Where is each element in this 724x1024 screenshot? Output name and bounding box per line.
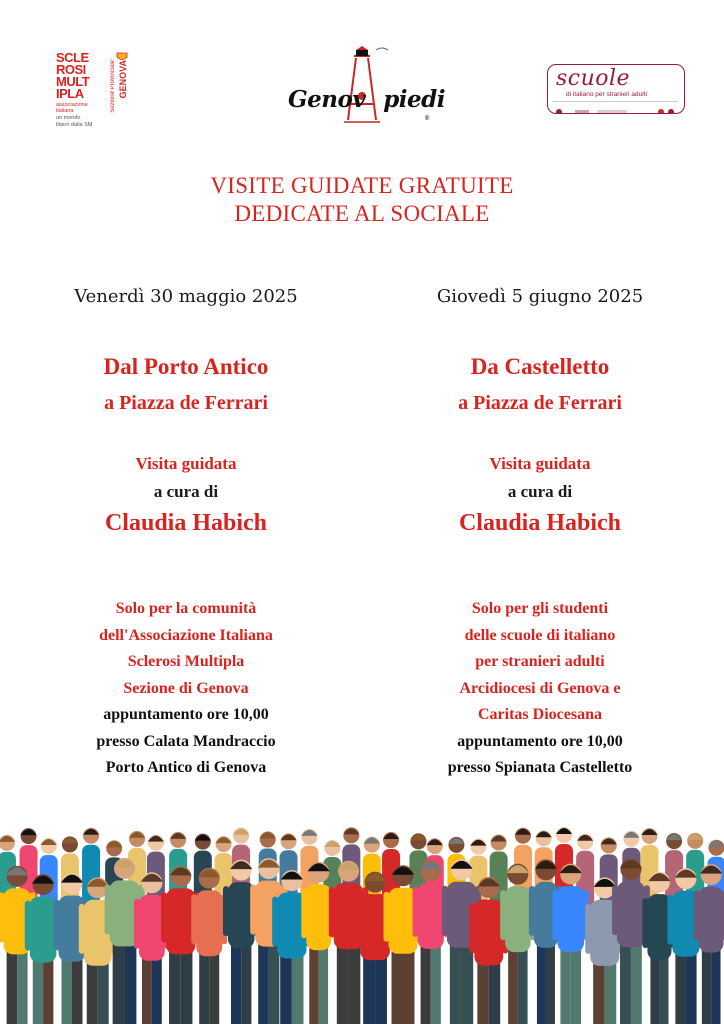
person-hair xyxy=(601,838,617,844)
person-body xyxy=(699,887,724,953)
person-hair xyxy=(577,835,593,841)
person-hair xyxy=(324,841,340,847)
person-arm xyxy=(53,900,59,950)
aism-subtitle: associazione italiana xyxy=(56,102,88,114)
scuole-logo xyxy=(547,64,685,114)
person-legs xyxy=(650,952,659,1024)
person-legs xyxy=(431,941,441,1024)
person-legs xyxy=(392,946,403,1024)
person-legs xyxy=(489,958,500,1024)
person-arm xyxy=(384,892,390,942)
aism-section-label: Sezione Provinciale xyxy=(110,60,116,113)
person-hair xyxy=(216,837,232,843)
person-arm xyxy=(667,895,673,945)
scuole-partner-icons xyxy=(553,107,678,114)
person-legs xyxy=(7,946,17,1024)
person-body xyxy=(617,881,645,947)
person-hair xyxy=(470,840,486,846)
person-hair xyxy=(623,832,639,838)
aism-crest-icon xyxy=(116,52,128,62)
svg-text:®: ® xyxy=(424,115,430,122)
person-arm xyxy=(500,890,506,940)
event-guide-name: Claudia Habich xyxy=(458,510,622,536)
person-legs xyxy=(363,952,375,1024)
person-hair xyxy=(515,829,531,835)
person-legs xyxy=(181,946,193,1024)
person-arm xyxy=(79,904,85,954)
person-legs xyxy=(87,958,98,1024)
person-body xyxy=(505,886,530,952)
person-hair xyxy=(641,829,657,835)
genovapiedi-wordmark xyxy=(288,86,445,113)
person-body xyxy=(30,897,57,963)
person-legs xyxy=(620,939,631,1024)
person-hair xyxy=(106,841,122,847)
person-body xyxy=(418,883,444,949)
person-hair xyxy=(170,833,186,839)
person-legs xyxy=(711,945,720,1024)
person-legs xyxy=(675,949,686,1024)
aism-logo-line: SCLE xyxy=(56,50,89,65)
person-legs xyxy=(169,946,181,1024)
person-legs xyxy=(375,952,387,1024)
person-hair xyxy=(233,829,249,835)
person-legs xyxy=(686,949,697,1024)
person-arm xyxy=(134,899,140,949)
headline-line-1: VISITE GUIDATE GRATUITE xyxy=(210,173,514,198)
event-route-to: a Piazza de Ferrari xyxy=(104,392,268,414)
event-visit-label: Visita guidata xyxy=(135,454,237,473)
aism-motto-1: un mondo xyxy=(56,115,81,121)
person-arm xyxy=(552,890,558,940)
person-body xyxy=(306,884,331,950)
person-legs xyxy=(560,944,570,1024)
person-arm xyxy=(161,892,167,942)
event-date: Giovedì 5 giugno 2025 xyxy=(436,286,644,307)
person-hair xyxy=(666,834,682,840)
person-hair xyxy=(301,830,317,836)
event-by-label: a cura di xyxy=(153,482,219,501)
person-arm xyxy=(642,898,648,948)
person-arm xyxy=(469,904,475,954)
audience-line: Solo per gli studenti xyxy=(471,600,609,617)
person-arm xyxy=(272,897,278,947)
person-hair xyxy=(383,833,399,839)
person-arm xyxy=(0,892,5,942)
aism-logo-line: ROSI xyxy=(56,62,86,77)
person-legs xyxy=(209,948,219,1024)
person-hair xyxy=(491,836,507,842)
person-hair xyxy=(62,837,78,843)
audience-line: Arcidiocesi di Genova e xyxy=(459,679,621,697)
aism-logo-line: MULT xyxy=(56,74,90,89)
person-arm xyxy=(301,888,307,938)
person-legs xyxy=(508,944,518,1024)
event-details xyxy=(380,596,700,782)
person-arm xyxy=(250,885,256,935)
person-body xyxy=(166,888,195,954)
person-arm xyxy=(105,884,111,934)
person-legs xyxy=(241,940,251,1024)
event-visit-label: Visita guidata xyxy=(489,454,591,473)
aism-city-label: GENOVA xyxy=(118,60,128,99)
person-legs xyxy=(702,945,711,1024)
genovapiedi-part-2: piedi xyxy=(383,86,445,113)
audience-line: per stranieri adulti xyxy=(475,653,605,670)
person-hair xyxy=(21,829,37,835)
person-hair xyxy=(687,834,703,840)
person-arm xyxy=(25,901,31,951)
meeting-line: presso Calata Mandraccio xyxy=(96,732,276,750)
person-legs xyxy=(125,938,137,1024)
meeting-line: Porto Antico di Genova xyxy=(105,759,267,776)
person-hair xyxy=(195,835,211,841)
person-hair xyxy=(260,833,276,839)
person-legs xyxy=(17,946,27,1024)
genovapiedi-part-1: Genov xyxy=(288,86,366,113)
person-arm xyxy=(612,885,618,935)
person-legs xyxy=(33,955,43,1024)
person-legs xyxy=(152,953,162,1024)
person-hair xyxy=(364,838,380,844)
person-legs xyxy=(258,939,269,1024)
person-legs xyxy=(659,952,668,1024)
person-legs xyxy=(199,948,209,1024)
person-arm xyxy=(329,887,335,937)
audience-line: Sclerosi Multipla xyxy=(127,653,245,670)
person-legs xyxy=(593,958,605,1024)
event-route-to: a Piazza de Ferrari xyxy=(458,392,622,414)
person-legs xyxy=(98,958,109,1024)
person-legs xyxy=(477,958,488,1024)
person-hair xyxy=(129,832,145,838)
person-legs xyxy=(72,954,83,1024)
person-body xyxy=(139,895,165,961)
person-body xyxy=(474,900,503,966)
person-arm xyxy=(355,898,361,948)
person-arm xyxy=(442,886,448,936)
person-legs xyxy=(546,940,555,1024)
person-hair xyxy=(343,828,359,834)
audience-line: Sezione di Genova xyxy=(123,679,249,697)
person-arm xyxy=(585,904,591,954)
person-legs xyxy=(518,944,528,1024)
person-arm xyxy=(413,887,419,937)
person-hair xyxy=(281,834,297,840)
headline-line-2: DEDICATE AL SOCIALE xyxy=(234,201,490,226)
audience-line: Solo per la comunità xyxy=(115,600,257,617)
scuole-wordmark: scuole xyxy=(556,66,631,91)
person-arm xyxy=(529,886,535,936)
person-legs xyxy=(450,940,462,1024)
audience-line: Caritas Diocesana xyxy=(478,706,602,723)
person-arm xyxy=(223,886,229,936)
person-legs xyxy=(113,938,125,1024)
person-hair xyxy=(41,839,57,845)
event-date: Venerdì 30 maggio 2025 xyxy=(74,286,298,307)
person-hair xyxy=(148,836,164,842)
aism-motto-2: libero dalla SM xyxy=(56,122,93,128)
person-body xyxy=(196,890,222,956)
person-legs xyxy=(403,946,414,1024)
meeting-line: appuntamento ore 10,00 xyxy=(457,732,623,750)
person-hair xyxy=(83,829,99,835)
person-hair xyxy=(556,828,572,834)
person-hair xyxy=(536,831,552,837)
person-legs xyxy=(319,942,328,1024)
audience-line: dell'Associazione Italiana xyxy=(99,626,273,644)
person-legs xyxy=(61,954,72,1024)
person-legs xyxy=(631,939,642,1024)
person-legs xyxy=(43,955,53,1024)
person-body xyxy=(557,886,584,952)
genovapiedi-logo xyxy=(284,46,444,130)
event-guide-name: Claudia Habich xyxy=(104,510,268,536)
person-legs xyxy=(605,958,617,1024)
event-by-label: a cura di xyxy=(507,482,573,501)
person-hair xyxy=(410,834,426,840)
person-legs xyxy=(231,940,241,1024)
meeting-line: presso Spianata Castelletto xyxy=(447,759,633,776)
person-legs xyxy=(292,951,304,1024)
meeting-line: appuntamento ore 10,00 xyxy=(103,706,269,723)
person-legs xyxy=(537,940,546,1024)
person-arm xyxy=(694,891,700,941)
aism-logo xyxy=(56,52,132,130)
crowd-illustration xyxy=(0,800,724,1024)
person-legs xyxy=(337,941,349,1024)
event-route-from: Dal Porto Antico xyxy=(103,354,269,379)
person-hair xyxy=(427,839,443,845)
audience-line: delle scuole di italiano xyxy=(464,626,616,644)
person-hair xyxy=(448,838,464,844)
scuole-subtitle: di italiano per stranieri adulti xyxy=(566,91,647,98)
event-details xyxy=(26,596,346,782)
person-legs xyxy=(280,951,292,1024)
scuole-footer-strip xyxy=(553,101,678,111)
person-arm xyxy=(191,894,197,944)
person-legs xyxy=(142,953,152,1024)
event-route-from: Da Castelletto xyxy=(470,354,610,379)
person-legs xyxy=(349,941,361,1024)
person-legs xyxy=(571,944,581,1024)
aism-logo-line: IPLA xyxy=(56,86,84,101)
person-legs xyxy=(421,941,431,1024)
person-legs xyxy=(309,942,318,1024)
